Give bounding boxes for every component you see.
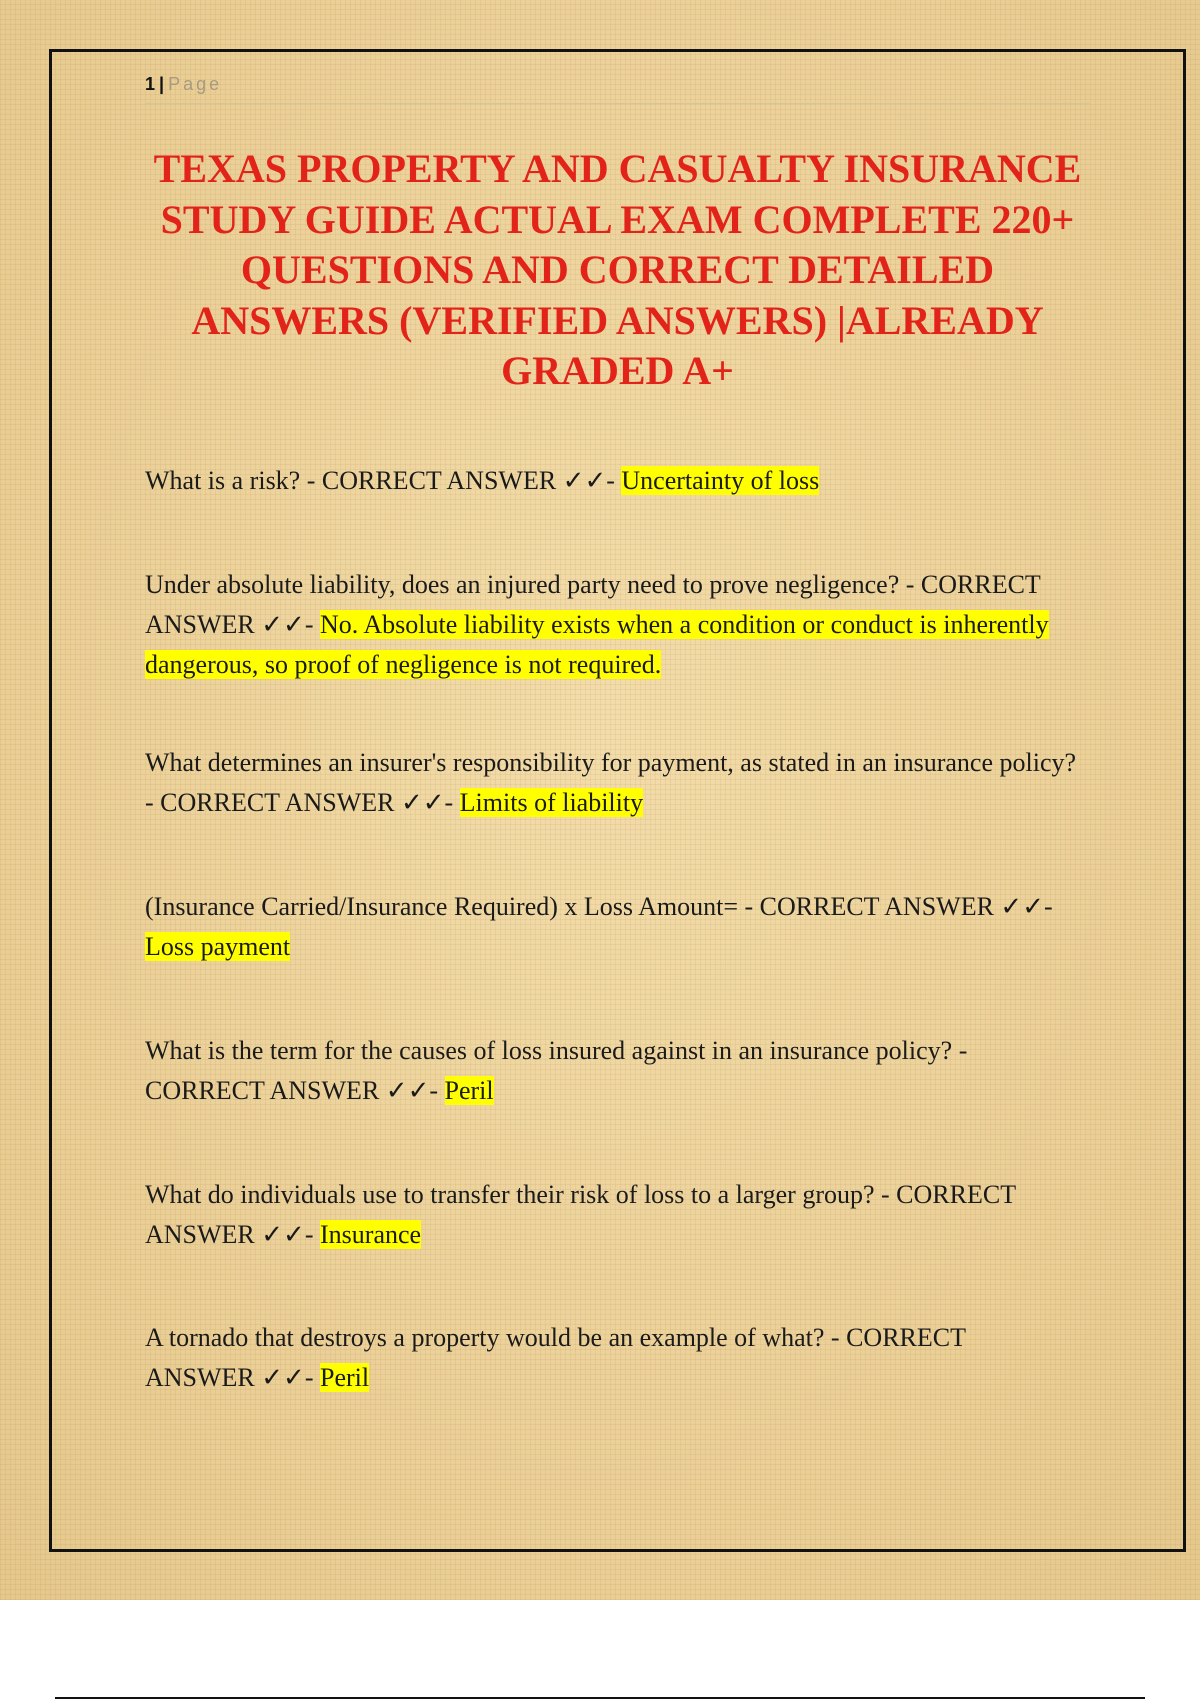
answer-text: No. Absolute liability exists when a condition or conduct is inherently dangerous, so proof of negligence is not required.	[145, 610, 1049, 679]
page-separator: |	[159, 74, 165, 94]
qa-item-1	[145, 461, 1080, 501]
qa-item-4	[145, 887, 1080, 967]
qa-item-3	[145, 743, 1080, 823]
qa-item-5	[145, 1031, 1080, 1111]
question-text: What is the term for the causes of loss insured against in an insurance policy? - CORRECT ANSWER ✓✓-	[145, 1036, 968, 1105]
question-text: What do individuals use to transfer their risk of loss to a larger group? - CORRECT ANSWER ✓✓-	[145, 1180, 1016, 1249]
page-label: Page	[168, 74, 223, 94]
page-header	[145, 74, 1090, 104]
answer-text: Peril	[320, 1363, 370, 1392]
document-title: TEXAS PROPERTY AND CASUALTY INSURANCE STUDY GUIDE ACTUAL EXAM COMPLETE 220+ QUESTIONS AND CORRECT DETAILED ANSWERS (VERIFIED ANSWERS) |ALREADY GRADED A+	[153, 146, 1082, 393]
qa-item-7	[145, 1318, 1080, 1398]
question-text: A tornado that destroys a property would be an example of what? - CORRECT ANSWER ✓✓-	[145, 1323, 966, 1392]
bottom-rule	[55, 1697, 1145, 1699]
question-text: What is a risk? - CORRECT ANSWER ✓✓-	[145, 466, 622, 495]
answer-text: Loss payment	[145, 932, 291, 961]
answer-text: Uncertainty of loss	[621, 466, 820, 495]
question-text: (Insurance Carried/Insurance Required) x Loss Amount= - CORRECT ANSWER ✓✓-	[145, 892, 1053, 921]
answer-text: Insurance	[320, 1220, 422, 1249]
answer-text: Peril	[444, 1076, 494, 1105]
qa-item-2	[145, 565, 1080, 685]
question-text: What determines an insurer's responsibility for payment, as stated in an insurance policy? - CORRECT ANSWER ✓✓-	[145, 748, 1077, 817]
question-text: Under absolute liability, does an injured party need to prove negligence? - CORRECT ANSWER ✓✓-	[145, 570, 1041, 639]
answer-text: Limits of liability	[459, 788, 644, 817]
page-number: 1	[145, 74, 156, 94]
qa-item-6	[145, 1175, 1080, 1255]
